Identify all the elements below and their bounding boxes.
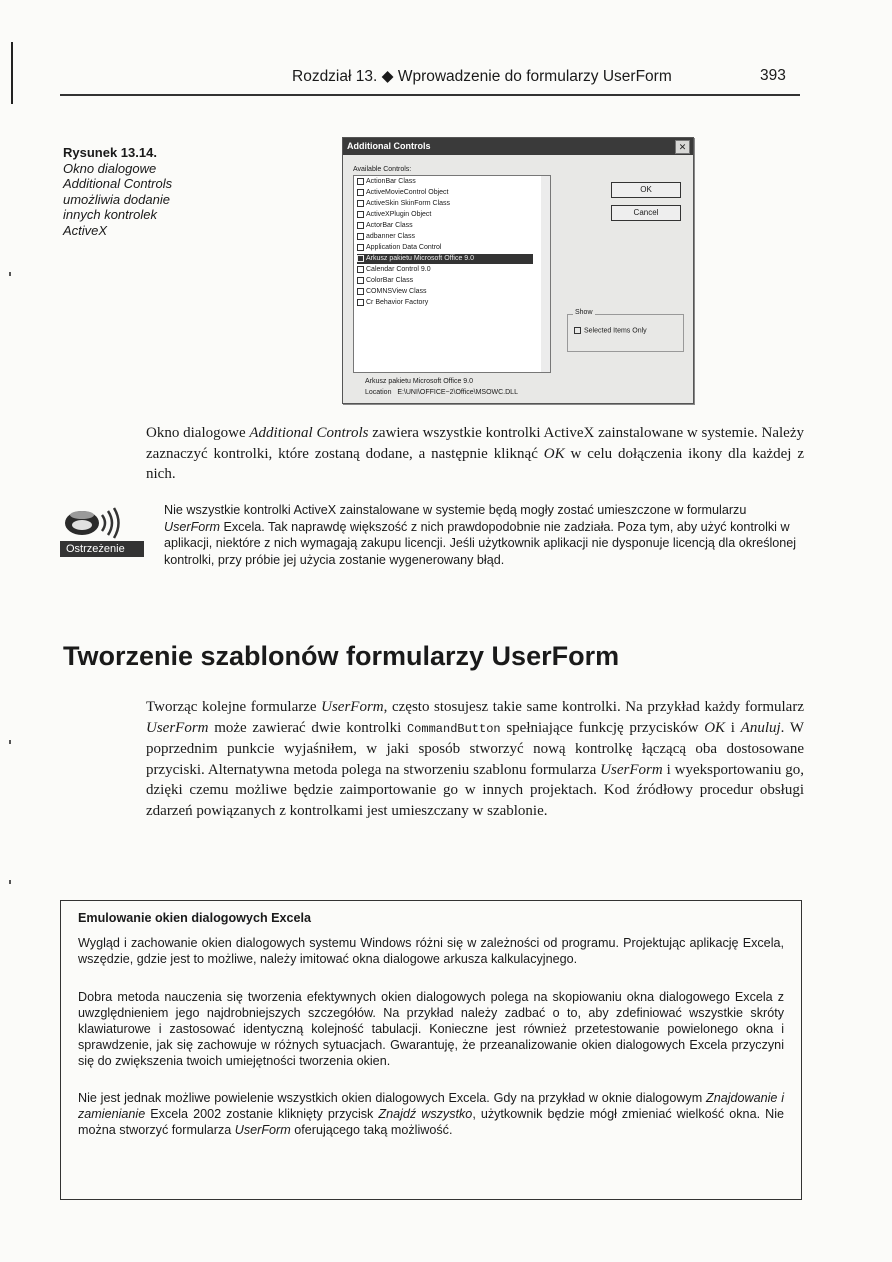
- checkbox[interactable]: [357, 200, 364, 207]
- caption-line: Additional Controls: [63, 176, 173, 191]
- list-scrollbar[interactable]: [541, 176, 550, 372]
- box-paragraph: Dobra metoda nauczenia się tworzenia efektywnych okien dialogowych polega na skopiowaniu okna dialogowego Excela z uwzględnieniem jego najdrobniejszych szczegółów. Na przykład należy zadbać o to, aby zdefiniować wszystkie skróty klawiaturowe i zastosować identyczną kolejność tabulacji. Konieczne jest również przetestowanie powielonego okna i sprawdzenie, jak się zachowuje w różnych sytuacjach. Gwarantuję, że przeanalizowanie okien dialogowych Excela przyczyni się do zwiększenia twoich umiejętności tworzenia okien.: [78, 990, 784, 1068]
- list-item-selected[interactable]: Arkusz pakietu Microsoft Office 9.0: [357, 254, 533, 264]
- section-heading: Tworzenie szablonów formularzy UserForm: [63, 641, 620, 671]
- paragraph: Okno dialogowe Additional Controls zawiera wszystkie kontrolki ActiveX zainstalowane w systemie. Należy zaznaczyć kontrolki, które zostaną dodane, a następnie kliknąć OK w celu dołączenia ikony dla każdej z nich.: [146, 425, 805, 482]
- list-item[interactable]: COMNSView Class: [357, 287, 427, 297]
- caption-line: innych kontrolek: [63, 207, 157, 222]
- list-item[interactable]: adbanner Class: [357, 232, 415, 242]
- control-name: Arkusz pakietu Microsoft Office 9.0: [365, 378, 474, 385]
- list-item[interactable]: ActionBar Class: [357, 177, 416, 187]
- caption-line: umożliwia dodanie: [63, 191, 170, 207]
- list-item[interactable]: Calendar Control 9.0: [357, 265, 431, 275]
- selected-only-checkbox[interactable]: Selected Items Only: [574, 327, 647, 334]
- list-item[interactable]: Application Data Control: [357, 243, 442, 253]
- running-header: Rozdział 13. ◆ Wprowadzenie do formularzy UserForm: [292, 68, 672, 85]
- caption-line: Okno dialogowe: [63, 160, 157, 176]
- box-paragraph: Wygląd i zachowanie okien dialogowych systemu Windows różni się w zależności od programu. Projektując aplikację Excela, wszędzie, gdzie jest to możliwe, należy imitować okna dialogowe arkusza kalkulacyjnego.: [78, 936, 784, 966]
- list-item[interactable]: ColorBar Class: [357, 276, 413, 286]
- close-icon[interactable]: ✕: [675, 140, 690, 154]
- list-item[interactable]: ActiveMovieControl Object: [357, 188, 448, 198]
- warning-icon: [60, 505, 144, 557]
- checkbox[interactable]: [357, 178, 364, 185]
- warning-label: Ostrzeżenie: [66, 543, 125, 555]
- box-title: Emulowanie okien dialogowych Excela: [78, 911, 312, 925]
- cancel-button[interactable]: Cancel: [611, 205, 681, 221]
- list-item[interactable]: Cr Behavior Factory: [357, 298, 428, 308]
- checkbox[interactable]: [357, 244, 364, 251]
- controls-list[interactable]: [353, 175, 551, 373]
- checkbox[interactable]: [357, 299, 364, 306]
- box-paragraph: Nie jest jednak możliwe powielenie wszystkich okien dialogowych Excela. Gdy na przykład w oknie dialogowym Znajdowanie i zamienianie Excela 2002 zostanie kliknięty przycisk Znajdź wszystko, użytkownik będzie mógł zmieniać wielkość okna. Nie można stworzyć formularza UserForm oferującego taką możliwość.: [78, 1091, 784, 1137]
- dialog-title-bar: Additional Controls: [343, 138, 693, 155]
- margin-mark: [9, 880, 11, 884]
- checkbox[interactable]: [357, 288, 364, 295]
- checkbox[interactable]: [357, 233, 364, 240]
- list-item[interactable]: ActiveXPlugin Object: [357, 210, 431, 220]
- margin-mark: [9, 740, 11, 744]
- figure-number: Rysunek 13.14.: [63, 145, 157, 160]
- page-number: 393: [760, 67, 786, 84]
- margin-line: [11, 42, 13, 104]
- list-item[interactable]: ActiveSkin SkinForm Class: [357, 199, 450, 209]
- list-item[interactable]: ActorBar Class: [357, 221, 413, 231]
- checkbox[interactable]: [357, 189, 364, 196]
- show-group: [567, 309, 684, 352]
- additional-controls-dialog: [342, 137, 694, 404]
- available-controls-label: Available Controls:: [353, 166, 412, 173]
- figure-caption: [63, 145, 233, 238]
- control-location: Location E:\UNI\OFFICE~2\Office\MSOWC.DLL: [365, 389, 518, 396]
- checkbox[interactable]: [357, 266, 364, 273]
- margin-mark: [9, 272, 11, 276]
- header-rule: [60, 94, 800, 96]
- show-label: Show: [575, 309, 593, 316]
- ok-button[interactable]: OK: [611, 182, 681, 198]
- checkbox[interactable]: [357, 255, 364, 262]
- paragraph: Tworząc kolejne formularze UserForm, często stosujesz takie same kontrolki. Na przykład każdy formularz UserForm może zawierać dwie kontrolki CommandButton spełniające funkcję przycisków OK i Anuluj. W poprzednim punkcie wyjaśniłem, w jaki sposób stworzyć nową kontrolkę łączącą oba dostosowane przyciski. Alternatywna metoda polega na stworzeniu szablonu formularza UserForm i wyeksportowaniu go, dzięki czemu możliwe będzie zaimportowanie go w innych projektach. Kod źródłowy procedur obsługi zdarzeń powiązanych z kontrolkami jest umieszczany w szablonie.: [146, 699, 805, 819]
- checkbox[interactable]: [357, 277, 364, 284]
- checkbox[interactable]: [357, 222, 364, 229]
- warning-note: Nie wszystkie kontrolki ActiveX zainstalowane w systemie będą mogły zostać umieszczone w formularzu UserForm Excela. Tak naprawdę większość z nich prawdopodobnie nie zadziała. Poza tym, aby użyć kontrolki w aplikacji, niektóre z nich wymagają zakupu licencji. Jeśli użytkownik aplikacji nie dysponuje licencją dla określonej kontrolki, przy próbie jej użycia zostanie wygenerowany błąd.: [164, 503, 797, 567]
- sidebar-box: [60, 900, 802, 1200]
- checkbox[interactable]: [357, 211, 364, 218]
- caption-line: ActiveX: [63, 222, 108, 238]
